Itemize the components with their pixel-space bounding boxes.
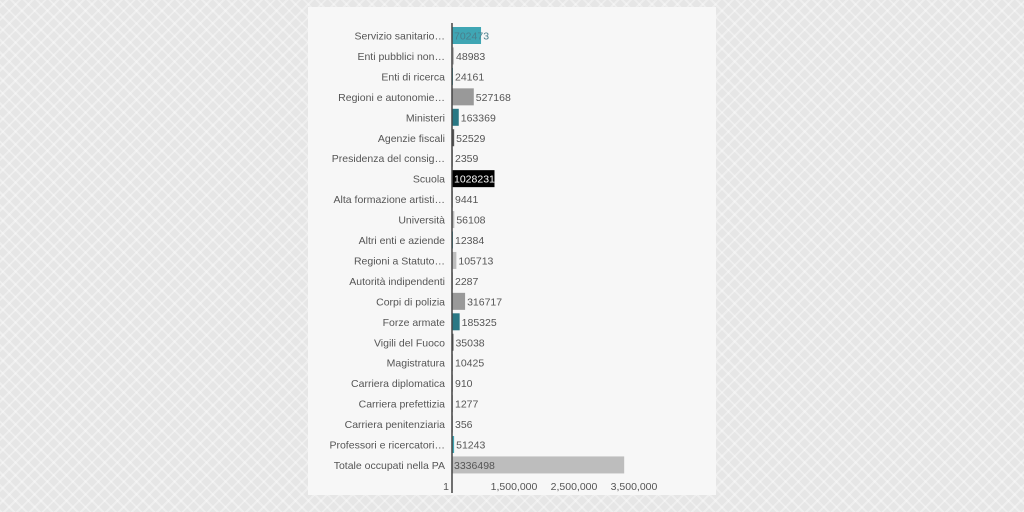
value-label: 35038 [455,337,485,350]
value-label: 56108 [456,214,486,227]
x-tick-label: 1,500,000 [490,481,538,493]
category-label: Regioni a Statuto… [353,255,445,268]
bar-chart [308,7,716,495]
category-label: Carriera prefettizia [358,398,445,411]
bar [452,313,460,330]
value-label: 24161 [455,71,485,84]
value-label: 910 [455,378,473,391]
value-label: 527168 [475,91,511,104]
value-label: 356 [455,419,473,432]
value-label: 48983 [456,50,486,63]
value-label: 316717 [467,296,503,309]
bar [452,88,474,105]
category-label: Carriera diplomatica [351,378,445,391]
category-label: Scuola [412,173,445,186]
value-label: 1277 [455,398,479,411]
category-label: Ministeri [405,112,445,125]
value-label: 2287 [455,275,479,288]
category-label: Enti pubblici non… [357,50,445,63]
category-label: Servizio sanitario… [354,30,445,43]
category-label: Autorità indipendenti [349,275,445,288]
category-label: Magistratura [386,357,445,370]
value-label: 105713 [458,255,494,268]
x-tick-label: 1 [443,481,449,493]
value-label: 1028231 [454,173,495,186]
value-label: 702473 [454,30,490,43]
value-label: 52529 [456,132,486,145]
category-label: Enti di ricerca [381,71,445,84]
value-label: 10425 [455,357,485,370]
category-label: Presidenza del consig… [331,153,445,166]
x-tick-label: 3,500,000 [610,481,658,493]
value-label: 2359 [455,153,479,166]
category-label: Forze armate [382,316,445,329]
category-label: Vigili del Fuoco [373,337,445,350]
bar [452,109,459,126]
value-label: 51243 [456,439,486,452]
category-label: Totale occupati nella PA [333,459,445,472]
category-label: Altri enti e aziende [358,235,445,247]
category-label: Regioni e autonomie… [338,91,445,104]
value-label: 9441 [455,194,479,207]
category-label: Carriera penitenziaria [344,419,445,432]
category-label: Alta formazione artisti… [333,194,445,207]
bar [452,293,465,310]
x-tick-label: 2,500,000 [550,481,598,493]
category-label: Università [398,214,445,227]
value-label: 163369 [460,112,496,125]
value-label: 185325 [461,316,497,329]
chart-panel [308,7,716,495]
category-label: Agenzie fiscali [377,132,445,145]
value-label: 3336498 [454,459,495,472]
category-label: Corpi di polizia [376,296,445,309]
category-label: Professori e ricercatori… [329,439,445,452]
value-label: 12384 [455,235,485,247]
